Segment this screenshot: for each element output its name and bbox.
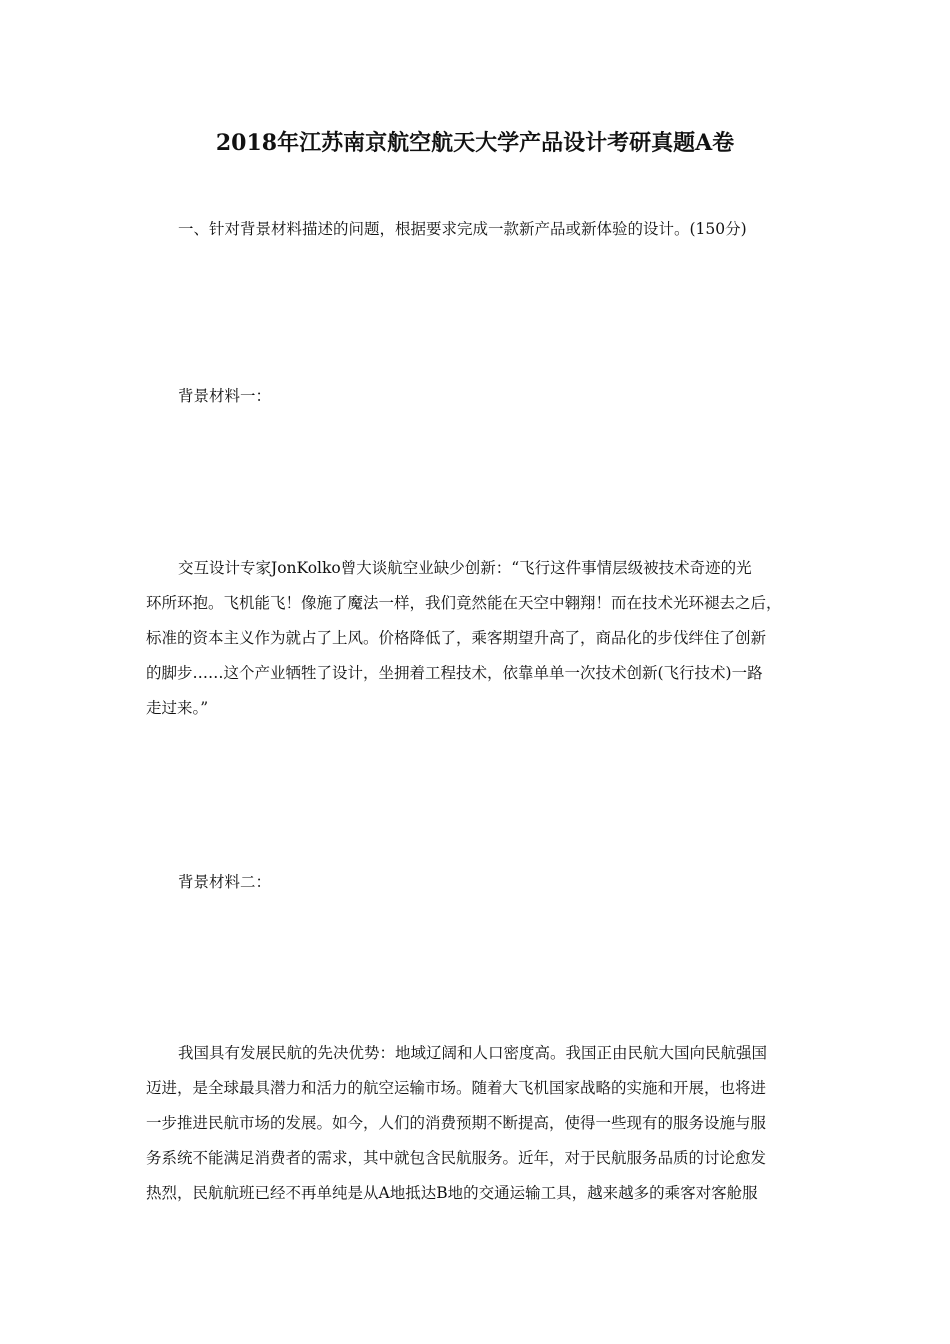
material-two-heading: 背景材料二： [178, 873, 272, 891]
paragraph-line: 交互设计专家JonKolko曾大谈航空业缺少创新：“飞行这件事情层级被技术奇迹的光 [178, 559, 752, 577]
paragraph-line: 迈进，是全球最具潜力和活力的航空运输市场。随着大飞机国家战略的实施和开展，也将进 [146, 1079, 767, 1097]
paragraph-line: 务系统不能满足消费者的需求，其中就包含民航服务。近年，对于民航服务品质的讨论愈发 [146, 1149, 767, 1167]
material-one-paragraph [146, 551, 806, 726]
document-title: 2018年江苏南京航空航天大学产品设计考研真题A卷 [215, 130, 735, 156]
material-one-heading: 背景材料一： [178, 387, 272, 405]
paragraph-line: 走过来。” [146, 699, 209, 717]
paragraph-line: 的脚步……这个产业牺牲了设计，坐拥着工程技术，依靠单单一次技术创新(飞行技术)一路 [146, 664, 763, 682]
paragraph-line: 一步推进民航市场的发展。如今，人们的消费预期不断提高，使得一些现有的服务设施与服 [146, 1114, 767, 1132]
paragraph-line: 热烈，民航航班已经不再单纯是从A地抵达B地的交通运输工具，越来越多的乘客对客舱服 [146, 1184, 758, 1202]
question-text: 一、针对背景材料描述的问题，根据要求完成一款新产品或新体验的设计。(150分) [178, 220, 747, 238]
paragraph-line: 标准的资本主义作为就占了上风。价格降低了，乘客期望升高了，商品化的步伐绊住了创新 [146, 629, 767, 647]
paragraph-line: 环所环抱。飞机能飞！像施了魔法一样，我们竟然能在天空中翱翔！而在技术光环褪去之后， [146, 594, 782, 612]
material-two-paragraph [146, 1036, 806, 1211]
paragraph-line: 我国具有发展民航的先决优势：地域辽阔和人口密度高。我国正由民航大国向民航强国 [178, 1044, 768, 1062]
